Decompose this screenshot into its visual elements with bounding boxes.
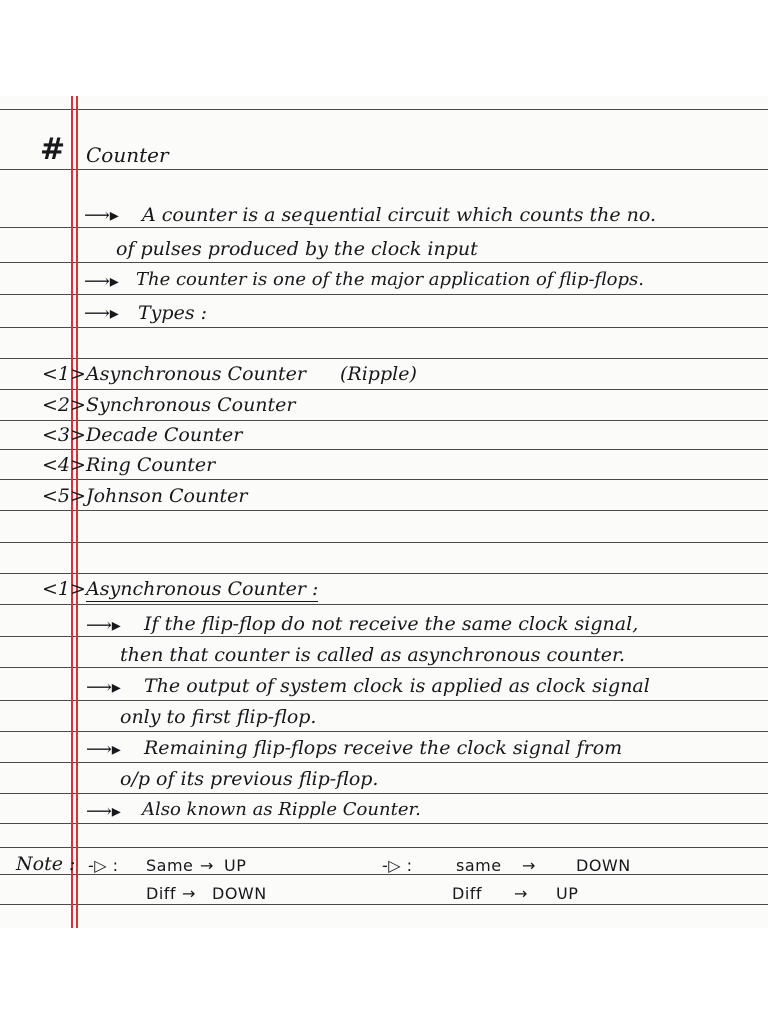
type-label: Asynchronous Counter bbox=[86, 363, 306, 385]
note-arrow: → bbox=[200, 856, 214, 875]
ruled-line bbox=[0, 327, 768, 328]
note-arrow: → bbox=[514, 884, 528, 903]
arrow-bullet-4: ⟶▸ bbox=[86, 615, 121, 636]
section-num: <1> bbox=[42, 578, 86, 600]
note-label: Note : bbox=[16, 853, 76, 875]
margin-line-left bbox=[71, 96, 73, 928]
note-left-diff-value: DOWN bbox=[212, 884, 267, 903]
arrow-bullet-1: ⟶▸ bbox=[84, 205, 119, 226]
ruled-line bbox=[0, 449, 768, 450]
note-right-same-value: DOWN bbox=[576, 856, 631, 875]
section-line-7: Also known as Ripple Counter. bbox=[142, 799, 421, 820]
note-right-symbol: -▷ : bbox=[382, 856, 413, 875]
ruled-line bbox=[0, 420, 768, 421]
arrow-bullet-5: ⟶▸ bbox=[86, 677, 121, 698]
page-title: Counter bbox=[86, 143, 169, 167]
ruled-line bbox=[0, 604, 768, 605]
note-right-same: same bbox=[456, 856, 502, 875]
type-label: Synchronous Counter bbox=[86, 394, 296, 416]
note-arrow: → bbox=[182, 884, 196, 903]
type-num: <1> bbox=[42, 363, 86, 385]
heading-hash: # bbox=[40, 132, 66, 167]
section-line-2: then that counter is called as asynchronous counter. bbox=[120, 644, 625, 666]
note-right-diff-value: UP bbox=[556, 884, 579, 903]
types-label: Types : bbox=[138, 302, 208, 324]
ruled-line bbox=[0, 847, 768, 848]
note-arrow: → bbox=[522, 856, 536, 875]
ruled-line bbox=[0, 700, 768, 701]
ruled-line bbox=[0, 573, 768, 574]
section-line-6: o/p of its previous flip-flop. bbox=[120, 768, 379, 790]
type-num: <2> bbox=[42, 394, 86, 416]
arrow-bullet-3: ⟶▸ bbox=[84, 303, 119, 324]
section-line-1: If the flip-flop do not receive the same clock signal, bbox=[144, 613, 639, 635]
type-num: <5> bbox=[42, 485, 86, 507]
intro-line-1: A counter is a sequential circuit which counts the no. bbox=[142, 204, 657, 226]
arrow-bullet-2: ⟶▸ bbox=[84, 271, 119, 292]
ruled-line bbox=[0, 262, 768, 263]
section-line-3: The output of system clock is applied as clock signal bbox=[144, 675, 650, 697]
ruled-line bbox=[0, 762, 768, 763]
type-num: <3> bbox=[42, 424, 86, 446]
type-label: Johnson Counter bbox=[86, 485, 248, 507]
section-title: Asynchronous Counter : bbox=[86, 578, 319, 600]
ruled-line bbox=[0, 667, 768, 668]
ruled-line bbox=[0, 510, 768, 511]
note-left-same: Same bbox=[146, 856, 194, 875]
ruled-line bbox=[0, 294, 768, 295]
ruled-line bbox=[0, 731, 768, 732]
ruled-line bbox=[0, 479, 768, 480]
ruled-line bbox=[0, 904, 768, 905]
margin-line-right bbox=[76, 96, 78, 928]
note-left-same-value: UP bbox=[224, 856, 247, 875]
intro-line-2: of pulses produced by the clock input bbox=[116, 238, 478, 260]
ruled-line bbox=[0, 109, 768, 110]
type-label: Ring Counter bbox=[86, 454, 216, 476]
section-line-5: Remaining flip-flops receive the clock signal from bbox=[144, 737, 623, 759]
ruled-line bbox=[0, 169, 768, 170]
type-note: (Ripple) bbox=[340, 363, 417, 385]
note-right-diff: Diff bbox=[452, 884, 483, 903]
intro-line-3: The counter is one of the major application of flip-flops. bbox=[136, 269, 644, 290]
ruled-line bbox=[0, 793, 768, 794]
type-label: Decade Counter bbox=[86, 424, 243, 446]
ruled-line bbox=[0, 542, 768, 543]
arrow-bullet-6: ⟶▸ bbox=[86, 739, 121, 760]
type-num: <4> bbox=[42, 454, 86, 476]
note-left-diff: Diff bbox=[146, 884, 177, 903]
arrow-bullet-7: ⟶▸ bbox=[86, 801, 121, 822]
ruled-line bbox=[0, 358, 768, 359]
ruled-line bbox=[0, 389, 768, 390]
section-line-4: only to first flip-flop. bbox=[120, 706, 317, 728]
note-left-symbol: -▷ : bbox=[88, 856, 119, 875]
